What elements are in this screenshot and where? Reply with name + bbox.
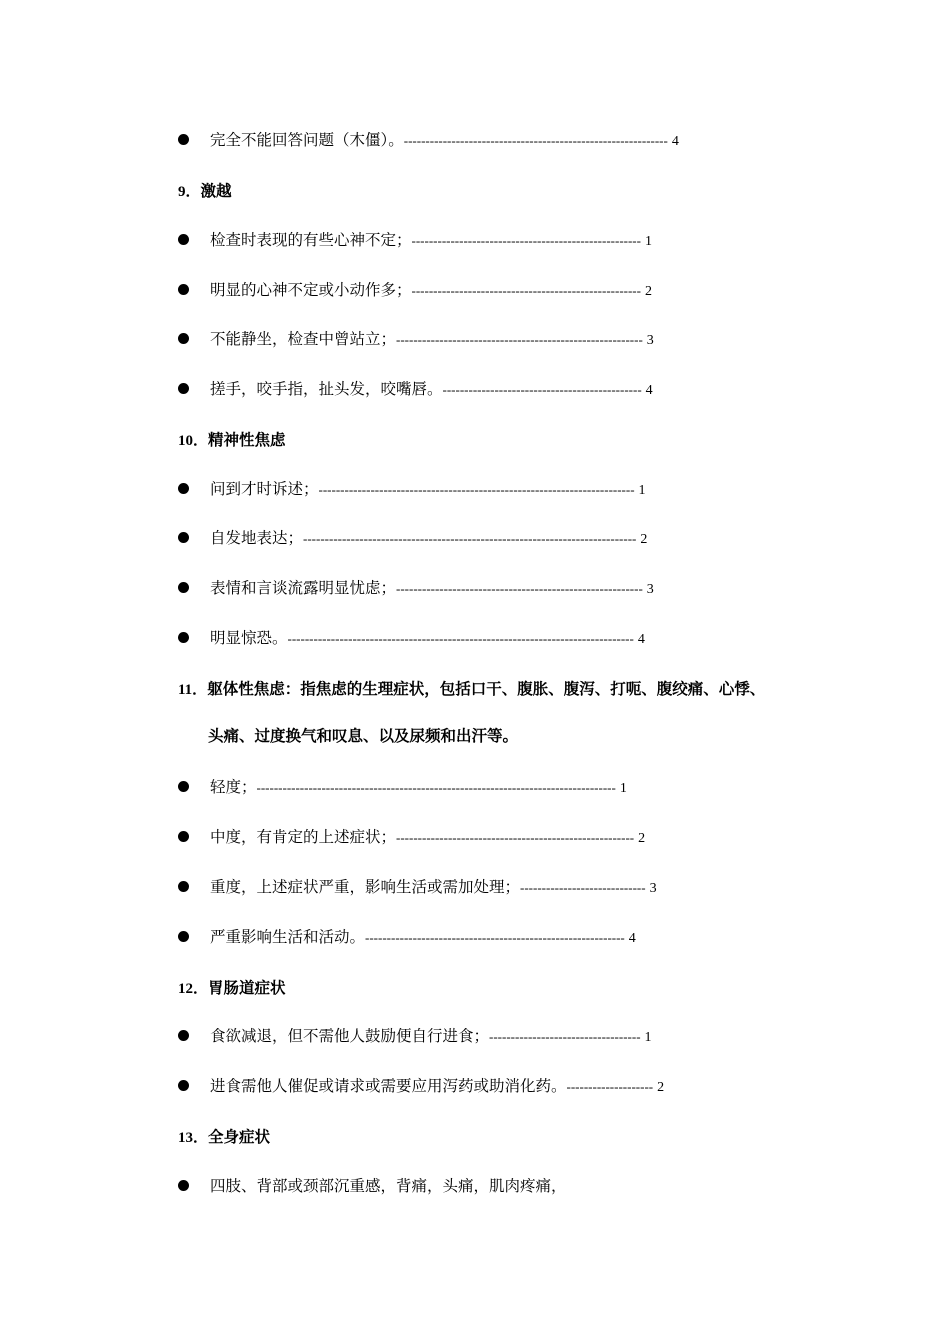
bullet-icon bbox=[178, 931, 189, 942]
list-item bbox=[0, 1072, 950, 1100]
item-text: 轻度； bbox=[210, 778, 257, 796]
bullet-icon bbox=[178, 582, 189, 593]
section-number: 12． bbox=[178, 981, 209, 997]
list-item bbox=[0, 1172, 950, 1200]
leader-dots: ------------------------------------------------------------------------- bbox=[318, 482, 635, 497]
bullet-icon bbox=[178, 1030, 189, 1041]
item-text: 自发地表达； bbox=[210, 529, 304, 547]
item-text: 问到才时诉述； bbox=[210, 480, 319, 498]
item-text: 食欲减退，但不需他人鼓励便自行进食； bbox=[210, 1027, 490, 1045]
section-title: 激越 bbox=[200, 182, 232, 200]
item-score: 2 bbox=[640, 532, 648, 547]
item-text: 搓手，咬手指，扯头发，咬嘴唇。 bbox=[210, 380, 443, 398]
item-score: 4 bbox=[637, 632, 645, 647]
list-item bbox=[0, 1022, 950, 1050]
bullet-icon bbox=[178, 532, 189, 543]
leader-dots: --------------------------------------------------------- bbox=[396, 332, 643, 347]
item-text: 明显惊恐。 bbox=[210, 629, 288, 647]
leader-dots: --------------------------------------------------------- bbox=[396, 581, 643, 596]
item-text: 不能静坐，检查中曾站立； bbox=[210, 330, 397, 348]
leader-dots: ----------------------------------- bbox=[489, 1029, 641, 1044]
section-heading bbox=[178, 426, 286, 455]
item-text: 检查时表现的有些心神不定； bbox=[210, 231, 412, 249]
item-score: 2 bbox=[657, 1080, 665, 1095]
leader-dots: ----------------------------------------------------------------------------------- bbox=[256, 780, 616, 795]
section-heading bbox=[178, 1123, 270, 1152]
section-heading bbox=[178, 177, 232, 206]
leader-dots: ------------------------------------------------------------ bbox=[365, 930, 625, 945]
item-score: 4 bbox=[628, 931, 636, 946]
bullet-icon bbox=[178, 284, 189, 295]
item-score: 1 bbox=[619, 781, 627, 796]
section-number: 10． bbox=[178, 433, 209, 449]
bullet-icon bbox=[178, 483, 189, 494]
section-heading bbox=[178, 675, 765, 704]
section-title: 精神性焦虑 bbox=[208, 431, 286, 449]
item-score: 2 bbox=[638, 831, 646, 846]
bullet-icon bbox=[178, 881, 189, 892]
bullet-icon bbox=[178, 134, 189, 145]
list-item bbox=[0, 773, 950, 801]
list-item bbox=[0, 574, 950, 602]
item-text: 四肢、背部或颈部沉重感，背痛，头痛，肌肉疼痛， bbox=[210, 1177, 567, 1195]
section-number: 11． bbox=[178, 682, 208, 698]
leader-dots: ------------------------------------------------------- bbox=[396, 830, 635, 845]
section-title: 全身症状 bbox=[208, 1128, 271, 1146]
section-title: 胃肠道症状 bbox=[208, 979, 286, 997]
item-score: 1 bbox=[644, 234, 652, 249]
item-score: 1 bbox=[644, 1030, 652, 1045]
bullet-icon bbox=[178, 831, 189, 842]
leader-dots: ----------------------------------------------------- bbox=[411, 233, 641, 248]
item-score: 3 bbox=[646, 333, 654, 348]
section-number: 9． bbox=[178, 184, 201, 200]
list-item bbox=[0, 923, 950, 951]
list-item bbox=[0, 126, 950, 154]
bullet-icon bbox=[178, 1180, 189, 1191]
item-score: 4 bbox=[671, 134, 679, 149]
item-text: 中度，有肯定的上述症状； bbox=[210, 828, 397, 846]
section-number: 13． bbox=[178, 1130, 209, 1146]
item-text: 完全不能回答问题（木僵）。 bbox=[210, 131, 404, 149]
leader-dots: -------------------- bbox=[566, 1079, 654, 1094]
item-text: 表情和言谈流露明显忧虑； bbox=[210, 579, 397, 597]
bullet-icon bbox=[178, 234, 189, 245]
list-item bbox=[0, 524, 950, 552]
list-item bbox=[0, 226, 950, 254]
leader-dots: -------------------------------------------------------------------------------- bbox=[287, 631, 634, 646]
list-item bbox=[0, 624, 950, 652]
item-text: 明显的心神不定或小动作多； bbox=[210, 281, 412, 299]
list-item bbox=[0, 475, 950, 503]
bullet-icon bbox=[178, 781, 189, 792]
list-item bbox=[0, 375, 950, 403]
leader-dots: ----------------------------------------------------------------------------- bbox=[303, 531, 637, 546]
item-score: 2 bbox=[644, 284, 652, 299]
section-heading bbox=[178, 974, 286, 1003]
section-heading-continued: 头痛、过度换气和叹息、以及尿频和出汗等。 bbox=[208, 727, 519, 745]
item-score: 3 bbox=[646, 582, 654, 597]
item-score: 1 bbox=[638, 483, 646, 498]
list-item bbox=[0, 873, 950, 901]
section-title: 躯体性焦虑：指焦虑的生理症状，包括口干、腹胀、腹泻、打呃、腹绞痛、心悸、 bbox=[207, 680, 766, 698]
bullet-icon bbox=[178, 383, 189, 394]
bullet-icon bbox=[178, 632, 189, 643]
bullet-icon bbox=[178, 1080, 189, 1091]
item-text: 进食需他人催促或请求或需要应用泻药或助消化药。 bbox=[210, 1077, 567, 1095]
leader-dots: ----------------------------- bbox=[520, 880, 646, 895]
leader-dots: ---------------------------------------------- bbox=[442, 382, 642, 397]
list-item bbox=[0, 325, 950, 353]
leader-dots: ----------------------------------------------------- bbox=[411, 283, 641, 298]
item-score: 4 bbox=[645, 383, 653, 398]
bullet-icon bbox=[178, 333, 189, 344]
list-item bbox=[0, 276, 950, 304]
item-text: 严重影响生活和活动。 bbox=[210, 928, 366, 946]
list-item bbox=[0, 823, 950, 851]
item-text: 重度，上述症状严重，影响生活或需加处理； bbox=[210, 878, 521, 896]
item-score: 3 bbox=[649, 881, 657, 896]
leader-dots: ------------------------------------------------------------- bbox=[403, 133, 668, 148]
